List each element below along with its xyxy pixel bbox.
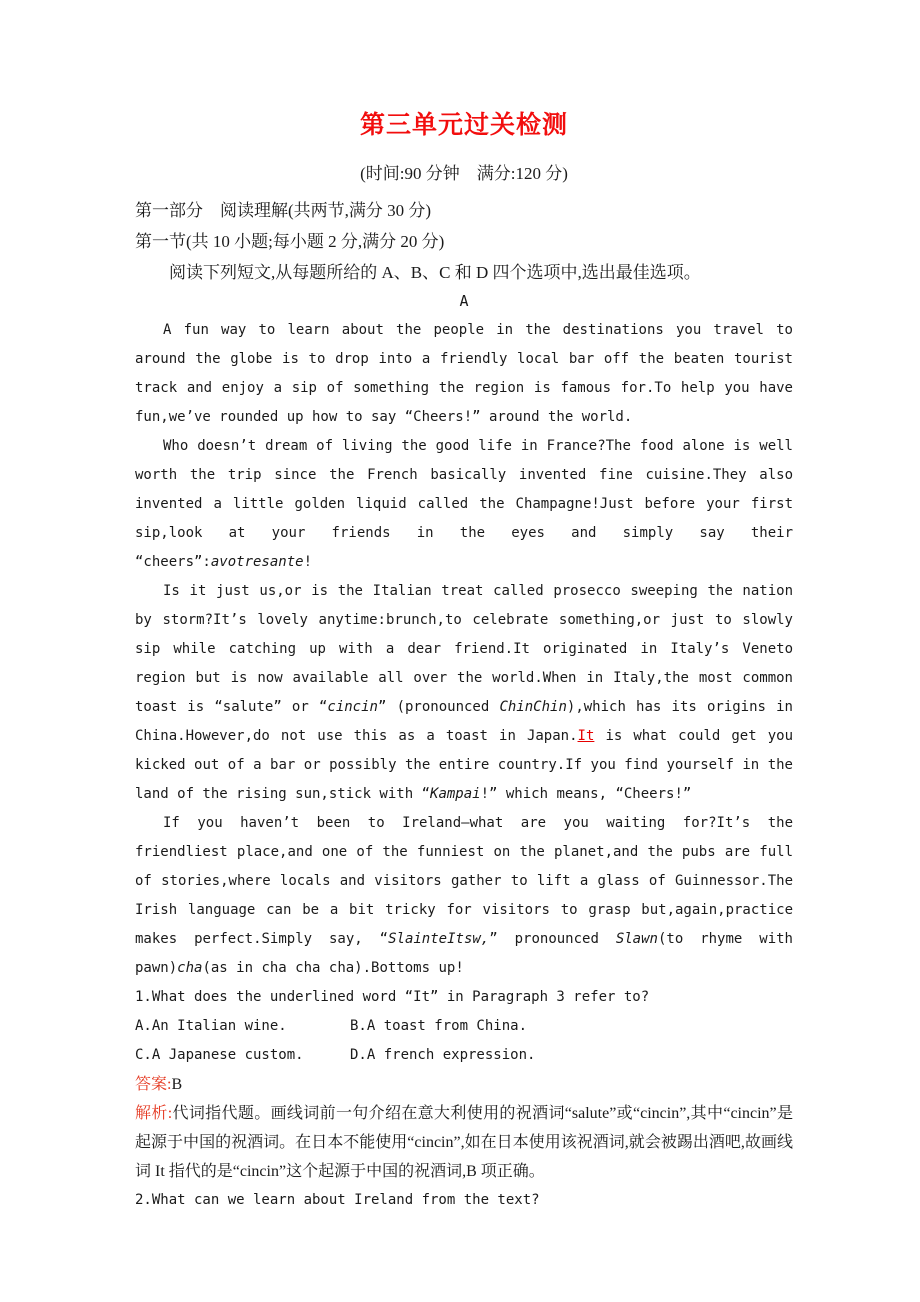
section1-heading: 第一节(共 10 小题;每小题 2 分,满分 20 分): [135, 232, 445, 251]
text-segment: A fun way to learn about the people in the destinations you travel to around the globe is to drop into a friendly local bar off the beaten tourist track and enjoy a sip of something the region is famous for.To help you have fun,we’ve rounded up how to say “Cheers!” around the world.: [135, 322, 793, 425]
document-body: [135, 110, 793, 1215]
text-segment-italic: Slawn: [615, 931, 658, 947]
passage-paragraph-3: [135, 577, 793, 809]
passage-paragraph-2: [135, 432, 793, 577]
question-1-analysis: [135, 1099, 793, 1186]
text-segment-red-underline: It: [577, 728, 595, 744]
reading-instructions: 阅读下列短文,从每题所给的 A、B、C 和 D 四个选项中,选出最佳选项。: [169, 263, 701, 282]
question-1-stem: 1.What does the underlined word “It” in Paragraph 3 refer to?: [135, 989, 650, 1005]
text-segment: Who doesn’t dream of living the good life in France?The food alone is well worth the trip since the French basically invented fine cuisine.They also invented a little golden liquid called the Champagne!Just before your first sip,look at your friends in the eyes and simply say their “cheers”:: [135, 438, 793, 570]
passage-paragraph-1: [135, 316, 793, 432]
text-segment-italic: ChinChin: [499, 699, 567, 715]
question-1-option-b: B.A toast from China.: [350, 1018, 528, 1034]
analysis-text: 代词指代题。画线词前一句介绍在意大利使用的祝酒词“salute”或“cincin”,其中“cincin”是起源于中国的祝酒词。在日本不能使用“cincin”,如在日本使用该祝酒词,就会被踢出酒吧,故画线词 It 指代的是“cincin”这个起源于中国的祝酒词,B 项正确。: [135, 1105, 793, 1180]
text-segment: ” (pronounced: [377, 699, 500, 715]
question-1-option-a: A.An Italian wine.: [135, 1018, 287, 1034]
passage-label-a: A: [459, 292, 469, 310]
question-1-option-c: C.A Japanese custom.: [135, 1047, 304, 1063]
question-1-option-d: D.A french expression.: [350, 1047, 536, 1063]
text-segment-italic: SlainteItsw,: [388, 931, 490, 947]
text-segment-italic: cha: [177, 960, 203, 976]
analysis-label: 解析:: [135, 1105, 173, 1122]
exam-time-score-meta: (时间:90 分钟 满分:120 分): [360, 164, 568, 183]
text-segment: If you haven’t been to Ireland—what are you waiting for?It’s the friendliest place,and one of the funniest on the planet,and the pubs are full of stories,where locals and visitors gather to lift a glass of Guinnessor.The Irish language can be a bit tricky for visitors to grasp but,again,practice makes perfect.Simply say, “: [135, 815, 793, 947]
part1-heading: 第一部分 阅读理解(共两节,满分 30 分): [135, 201, 432, 220]
text-segment: !: [303, 554, 313, 570]
text-segment-italic: cincin: [327, 699, 378, 715]
question-2-stem: 2.What can we learn about Ireland from the text?: [135, 1192, 540, 1208]
text-segment-italic: avotresante: [210, 554, 304, 570]
page-title: 第三单元过关检测: [359, 112, 568, 139]
answer-value: B: [171, 1076, 183, 1093]
text-segment-italic: Kampai: [430, 786, 481, 802]
answer-label: 答案:: [135, 1076, 172, 1093]
passage-paragraph-4: [135, 809, 793, 983]
text-segment: Is it just us,or is the Italian treat called prosecco sweeping the nation by storm?It’s lovely anytime:brunch,to celebrate something,or just to slowly sip while catching up with a dear friend.It originated in Italy’s Veneto region but is now available all over the world.When in Italy,the most common toast is “salute” or “: [135, 583, 793, 715]
question-1-options: [135, 1012, 793, 1070]
text-segment: (to rhyme with pawn): [135, 931, 793, 976]
question-1-answer-line: [135, 1070, 793, 1099]
text-segment: ),which has its origins in China.However,do not use this as a toast in Japan.: [135, 699, 793, 744]
text-segment: is what could get you kicked out of a bar or possibly the entire country.If you find yourself in the land of the rising sun,stick with “: [135, 728, 794, 802]
text-segment: ” pronounced: [489, 931, 616, 947]
text-segment: (as in cha cha cha).Bottoms up!: [202, 960, 464, 976]
text-segment: !” which means, “Cheers!”: [480, 786, 692, 802]
